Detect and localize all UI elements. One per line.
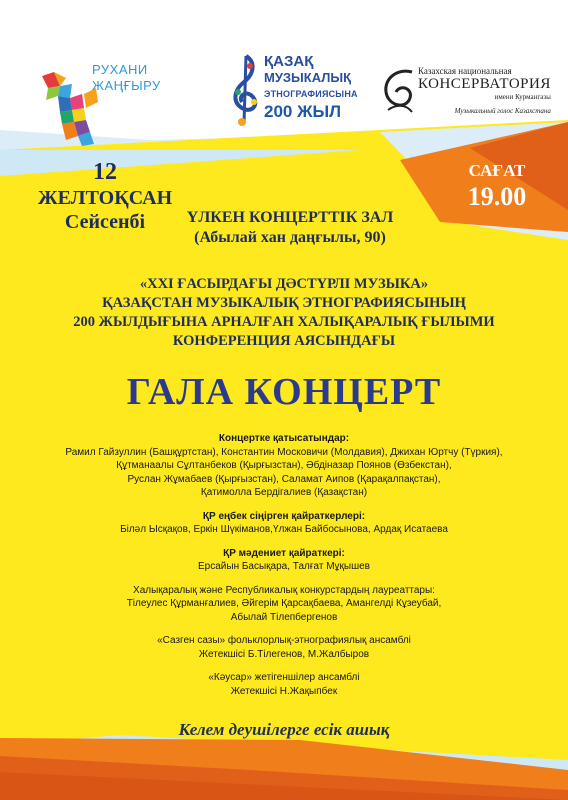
sazgen-ensemble-section — [20, 634, 548, 661]
ethno-line2: МУЗЫКАЛЫҚ — [264, 70, 352, 85]
conference-line4: КОНФЕРЕНЦИЯ АЯСЫНДАҒЫ — [172, 333, 396, 349]
event-date — [30, 158, 180, 234]
honored-workers-title: ҚР еңбек сіңірген қайраткерлері: — [202, 510, 366, 522]
ethno-line1: ҚАЗАҚ — [264, 53, 314, 70]
treble-clef-mosaic-icon — [228, 52, 264, 128]
event-time — [442, 160, 552, 212]
kausar-line: Жетекшісі Н.Жақыпбек — [230, 685, 338, 697]
ethno-line4: 200 ЖЫЛ — [264, 102, 342, 121]
conservatory-line3: имени Курмангазы — [494, 93, 551, 101]
venue-address: (Абылай хан даңғылы, 90) — [194, 229, 386, 246]
conservatory-line1: Казахская национальная — [418, 66, 512, 76]
laureates-line: Абылай Тілепбергенов — [230, 611, 338, 623]
participants-line: Руслан Жұмабаев (Қырғызстан), Саламат Аипов (Қарақалпақстан), — [127, 473, 441, 485]
laureates-title: Халықаралық және Республикалық конкурстардың лауреаттары: — [133, 584, 435, 596]
time-label: САҒАТ — [468, 161, 526, 180]
conservatory-line4: Музыкальный голос Казахстана — [454, 107, 551, 115]
venue — [160, 208, 420, 248]
date-day: 12 — [93, 159, 117, 185]
date-month: ЖЕЛТОҚСАН — [37, 187, 173, 209]
sazgen-line: Жетекшісі Б.Тілегенов, М.Жалбыров — [198, 648, 370, 660]
venue-name: ҮЛКЕН КОНЦЕРТТІК ЗАЛ — [186, 209, 394, 226]
conference-line2: ҚАЗАҚСТАН МУЗЫКАЛЫҚ ЭТНОГРАФИЯСЫНЫҢ — [102, 295, 466, 311]
conference-title — [60, 275, 508, 351]
conference-line1: «XXI ҒАСЫРДАҒЫ ДӘСТҮРЛІ МУЗЫКА» — [139, 276, 429, 292]
participants-line: Рамил Гайзуллин (Башқұртстан), Константин Московичи (Молдавия), Джихан Юртчу (Түркия), — [65, 446, 503, 458]
rukhani-line2: ЖАҢҒЫРУ — [92, 78, 161, 93]
rukhani-line1: РУХАНИ — [92, 62, 148, 77]
date-weekday: Сейсенбі — [64, 211, 146, 233]
culture-workers-line: Ерсайын Басықара, Талғат Мұқышев — [198, 561, 370, 572]
conservatory-logo-text — [418, 66, 551, 115]
bird-mosaic-icon — [40, 58, 100, 148]
ethnography-logo-text — [264, 54, 358, 120]
headline: ГАЛА КОНЦЕРТ — [126, 371, 442, 413]
conservatory-line2: КОНСЕРВАТОРИЯ — [418, 76, 551, 92]
conservatory-logo — [378, 64, 551, 124]
laureates-section — [20, 584, 548, 625]
sazgen-title: «Сазген сазы» фольклорлық-этнографиялық ансамблі — [157, 635, 411, 646]
time-value: 19.00 — [467, 182, 527, 211]
lineup — [20, 432, 548, 708]
participants-section — [20, 432, 548, 500]
rukhani-zhangyru-logo — [40, 58, 175, 148]
honored-workers-line: Біләл Ысқақов, Еркін Шүкіманов,Үлжан Байбосынова, Ардақ Исатаева — [120, 524, 448, 535]
kausar-title: «Кәусар» жетігеншілер ансамблі — [208, 672, 360, 683]
participants-line: Құтманаалы Сұлтанбеков (Қырғызстан), Әбдіназар Поянов (Өзбекстан), — [116, 460, 452, 471]
participants-line: Қатимолла Бердігалиев (Қазақстан) — [200, 487, 368, 498]
kausar-ensemble-section — [20, 671, 548, 698]
rukhani-logo-text — [92, 62, 161, 94]
participants-title: Концертке қатысатындар: — [218, 433, 350, 444]
welcome-message: Келем деушілерге есік ашық — [178, 720, 390, 739]
ethnography-200-logo — [228, 52, 378, 132]
culture-workers-section — [20, 547, 548, 574]
culture-workers-title: ҚР мәдениет қайраткері: — [223, 547, 345, 559]
conference-line3: 200 ЖЫЛДЫҒЫНА АРНАЛҒАН ХАЛЫҚАРАЛЫҚ ҒЫЛЫМИ — [73, 314, 495, 330]
ethno-line3: ЭТНОГРАФИЯСЫНА — [264, 89, 358, 99]
laureates-line: Тілеулес Құрманғалиев, Әйгерім Қарсақбаева, Амангелді Кұзеубай, — [126, 598, 442, 609]
swirl-emblem-icon — [378, 66, 418, 116]
honored-workers-section — [20, 510, 548, 537]
